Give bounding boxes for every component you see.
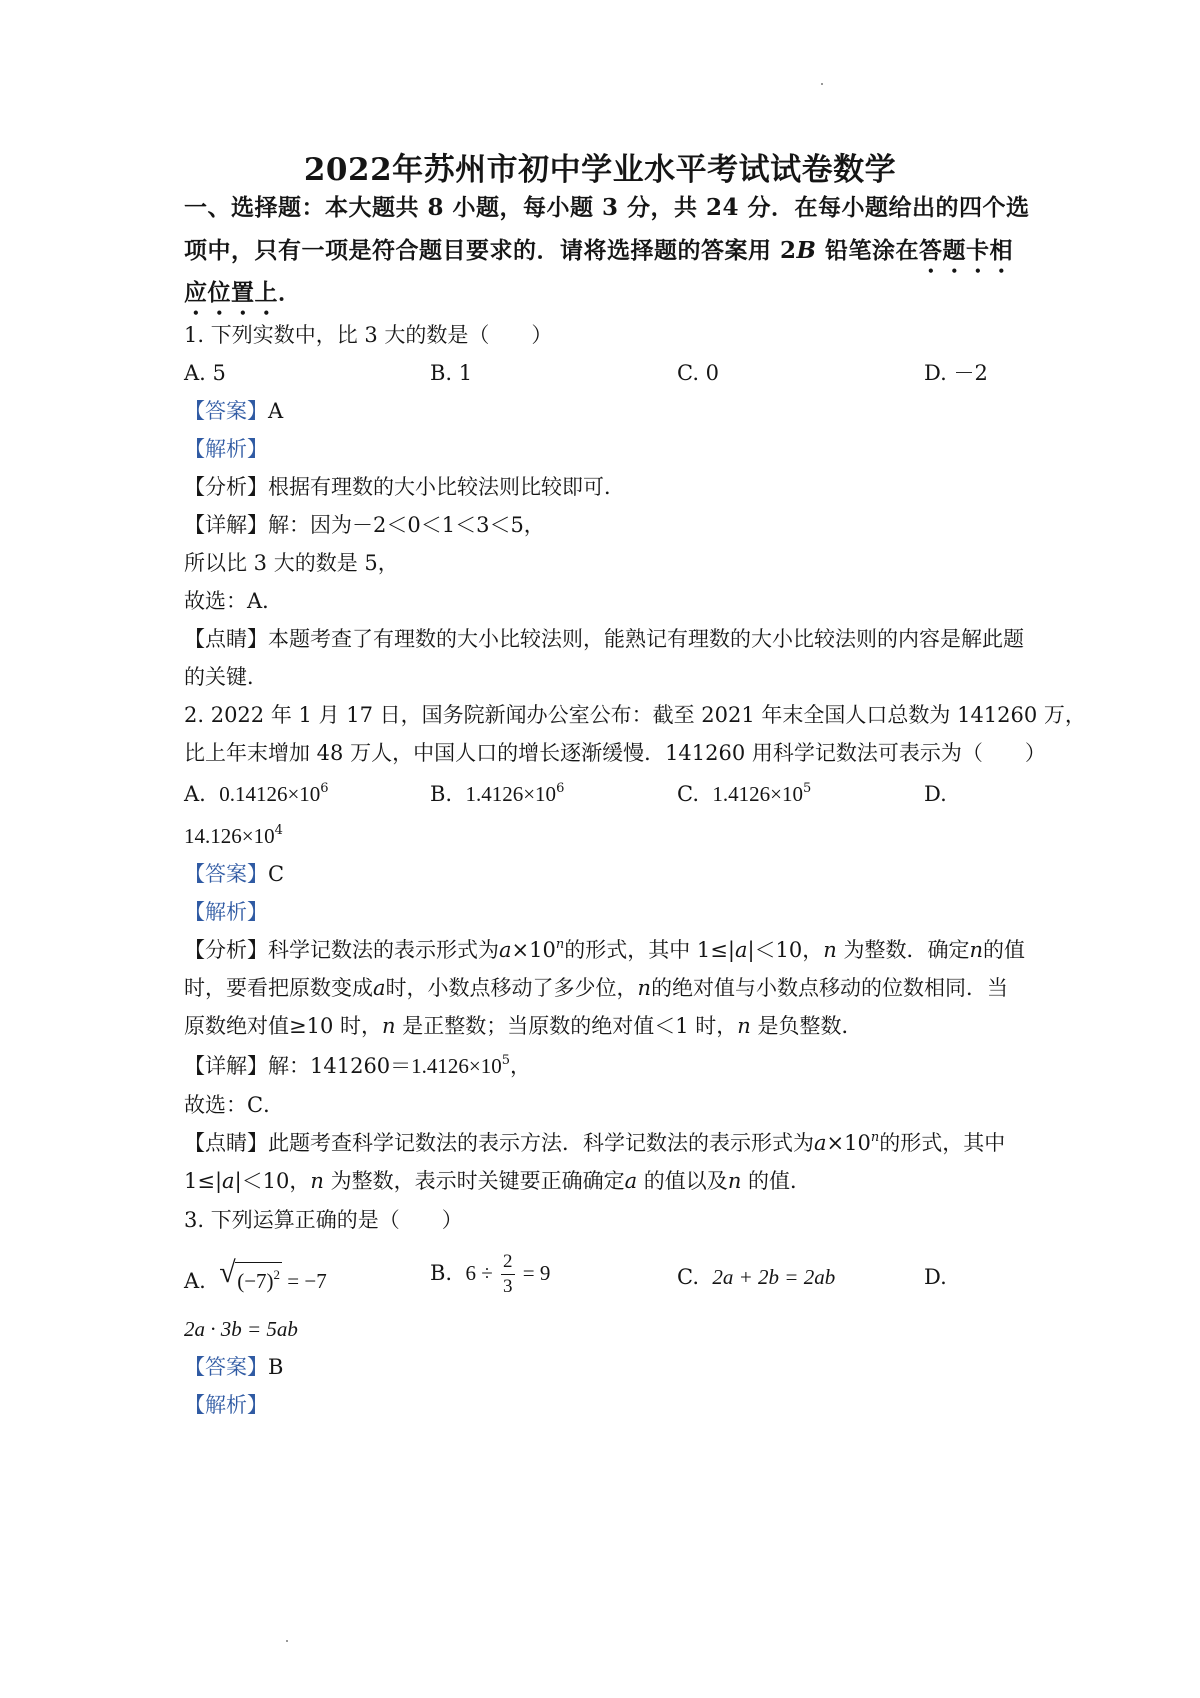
q1-xiangjie xyxy=(184,510,545,540)
q2-option-b xyxy=(430,779,564,809)
q1-analysis xyxy=(184,434,268,464)
q1-solution-line: 所以比 3 大的数是 5， xyxy=(184,551,399,575)
q1-answer xyxy=(184,396,283,426)
option-label: A. xyxy=(184,1269,206,1293)
text: 解：141260＝ xyxy=(268,1054,412,1078)
q2-xiangjie xyxy=(184,1051,531,1081)
q2-answer xyxy=(184,859,284,889)
q1-dianjing-1 xyxy=(184,624,1024,654)
section-text: 铅笔涂在 xyxy=(816,237,919,264)
emphasized-text: 应位置上 xyxy=(184,279,278,306)
text: ×10 xyxy=(511,938,556,962)
var: n xyxy=(727,1169,742,1193)
q2-fenxi-3 xyxy=(184,1011,862,1041)
q2-analysis xyxy=(184,897,268,927)
var: n xyxy=(310,1169,324,1193)
exponent: 5 xyxy=(501,1053,511,1068)
text: 的值． xyxy=(741,1169,812,1193)
var: n xyxy=(555,937,565,952)
section-header-line-1: 一、选择题：本大题共 8 小题，每小题 3 分，共 24 分．在每小题给出的四个选 xyxy=(184,194,1030,221)
section-header-line-2 xyxy=(184,236,1013,278)
numerator: 2 xyxy=(501,1250,515,1275)
q2-option-d xyxy=(184,821,283,851)
dianjing-tag: 【点睛】 xyxy=(184,1131,268,1155)
var: a xyxy=(499,938,512,962)
q3-option-a xyxy=(184,1256,327,1296)
section-header-line-3 xyxy=(184,278,302,320)
option-math: 2a · 3b = 5ab xyxy=(184,1317,298,1341)
analysis-tag: 【解析】 xyxy=(184,1393,268,1417)
q1-option-c: C. 0 xyxy=(677,361,720,385)
sqrt-expression xyxy=(219,1256,282,1296)
text: 的值 xyxy=(983,938,1026,962)
answer-tag: 【答案】 xyxy=(184,862,268,886)
section-text: ． xyxy=(278,279,302,306)
answer-tag: 【答案】 xyxy=(184,399,268,423)
q2-dianjing-1 xyxy=(184,1128,1005,1158)
option-math: 6 ÷ xyxy=(465,1261,498,1285)
text: ×10 xyxy=(826,1131,871,1155)
answer-value: B xyxy=(268,1355,284,1379)
radicand: (−7) xyxy=(237,1269,274,1293)
q1-option-b: B. 1 xyxy=(430,361,473,385)
analysis-tag: 【解析】 xyxy=(184,437,268,461)
scan-speck-top xyxy=(821,83,823,85)
dianjing-tag: 【点睛】 xyxy=(184,627,268,651)
fenxi-text: 根据有理数的大小比较法则比较即可． xyxy=(268,475,625,499)
text: 是负整数． xyxy=(750,1014,863,1038)
exponent: 4 xyxy=(274,823,283,838)
q2-option-a xyxy=(184,779,329,809)
option-label: C. xyxy=(677,1265,699,1289)
var: a xyxy=(814,1131,827,1155)
answer-value: C xyxy=(268,862,285,886)
q3-option-d xyxy=(184,1314,298,1344)
xiangjie-text: 解：因为－2＜0＜1＜3＜5， xyxy=(268,513,545,537)
exponent: 5 xyxy=(802,781,812,796)
option-math: 2a + 2b = 2ab xyxy=(712,1265,836,1289)
q2-dianjing-2 xyxy=(184,1166,811,1196)
xiangjie-tag: 【详解】 xyxy=(184,1054,268,1078)
var: n xyxy=(870,1130,880,1145)
text: 科学记数法的表示形式为 xyxy=(268,938,499,962)
option-math: 1.4126×10 xyxy=(712,782,803,806)
option-math: = 9 xyxy=(517,1261,551,1285)
q1-choose: 故选：A． xyxy=(184,589,284,613)
option-math: 0.14126×10 xyxy=(219,782,321,806)
text: 的绝对值与小数点移动的位数相同．当 xyxy=(651,976,1009,1000)
emphasized-text: 答题卡相 xyxy=(918,237,1013,264)
text: 1≤| xyxy=(184,1169,223,1193)
var: a xyxy=(222,1169,235,1193)
text: 的形式，其中 1≤| xyxy=(564,938,735,962)
text: ， xyxy=(510,1054,532,1078)
var: n xyxy=(637,976,652,1000)
q1-fenxi xyxy=(184,472,625,502)
analysis-tag: 【解析】 xyxy=(184,900,268,924)
exponent: 2 xyxy=(273,1267,281,1282)
scan-speck-bottom xyxy=(286,1640,288,1642)
q3-option-d-label: D. xyxy=(924,1265,947,1289)
var: n xyxy=(823,938,837,962)
text: 此题考查科学记数法的表示方法．科学记数法的表示形式为 xyxy=(268,1131,814,1155)
option-label: C. xyxy=(677,782,699,806)
var: n xyxy=(969,938,984,962)
q2-fenxi-1 xyxy=(184,935,1025,965)
var: n xyxy=(737,1014,751,1038)
q2-stem-1: 2. 2022 年 1 月 17 日，国务院新闻办公室公布：截至 2021 年末全国人口总数为 141260 万， xyxy=(184,703,1086,727)
q1-stem: 1. 下列实数中，比 3 大的数是（ ） xyxy=(184,323,553,347)
fenxi-tag: 【分析】 xyxy=(184,475,268,499)
text: 的形式，其中 xyxy=(879,1131,1006,1155)
var: n xyxy=(382,1014,396,1038)
page-title: 2022年苏州市初中学业水平考试试卷数学 xyxy=(303,152,897,188)
q3-analysis xyxy=(184,1390,268,1420)
section-text-italic: B xyxy=(796,237,817,264)
q3-option-c xyxy=(677,1262,835,1292)
fenxi-tag: 【分析】 xyxy=(184,938,268,962)
exponent: 6 xyxy=(556,781,565,796)
option-math: 1.4126×10 xyxy=(465,782,557,806)
text: 为整数．确定 xyxy=(836,938,970,962)
math: 1.4126×10 xyxy=(411,1054,502,1078)
var: a xyxy=(734,938,748,962)
q2-fenxi-2 xyxy=(184,973,1008,1003)
text: 时，要看把原数变成 xyxy=(184,976,373,1000)
q3-option-b xyxy=(430,1250,550,1299)
section-text: 项中，只有一项是符合题目要求的．请将选择题的答案用 2 xyxy=(184,237,797,264)
option-label: B. xyxy=(430,782,453,806)
q1-option-a: A. 5 xyxy=(184,361,226,385)
answer-tag: 【答案】 xyxy=(184,1355,268,1379)
text: |＜10， xyxy=(234,1169,311,1193)
answer-value: A xyxy=(268,399,284,423)
q2-option-d-label: D. xyxy=(924,782,947,806)
fraction xyxy=(501,1250,515,1299)
q1-dianjing-2: 的关键． xyxy=(184,665,268,689)
option-math: 14.126×10 xyxy=(184,824,275,848)
q3-answer xyxy=(184,1352,283,1382)
q2-stem-2: 比上年末增加 48 万人，中国人口的增长逐渐缓慢．141260 用科学记数法可表示为（ ） xyxy=(184,741,1046,765)
text: 是正整数；当原数的绝对值＜1 时， xyxy=(395,1014,738,1038)
radical-sign-icon: √ xyxy=(219,1256,236,1289)
q2-option-c xyxy=(677,779,811,809)
var: a xyxy=(373,976,386,1000)
denominator: 3 xyxy=(503,1276,513,1297)
text: 原数绝对值≥10 时， xyxy=(184,1014,382,1038)
text: |＜10， xyxy=(747,938,824,962)
q3-stem: 3. 下列运算正确的是（ ） xyxy=(184,1208,463,1232)
dianjing-text: 本题考查了有理数的大小比较法则，能熟记有理数的大小比较法则的内容是解此题 xyxy=(268,627,1024,651)
option-label: B. xyxy=(430,1261,453,1285)
text: 时，小数点移动了多少位， xyxy=(385,976,638,1000)
text: 为整数，表示时关键要正确确定 xyxy=(323,1169,625,1193)
xiangjie-tag: 【详解】 xyxy=(184,513,268,537)
var: a xyxy=(624,1169,638,1193)
text: 的值以及 xyxy=(637,1169,728,1193)
option-math: = −7 xyxy=(282,1269,327,1293)
option-label: A. xyxy=(184,782,206,806)
exponent: 6 xyxy=(320,781,329,796)
q1-option-d: D. －2 xyxy=(924,361,988,385)
q2-choose: 故选：C． xyxy=(184,1093,285,1117)
